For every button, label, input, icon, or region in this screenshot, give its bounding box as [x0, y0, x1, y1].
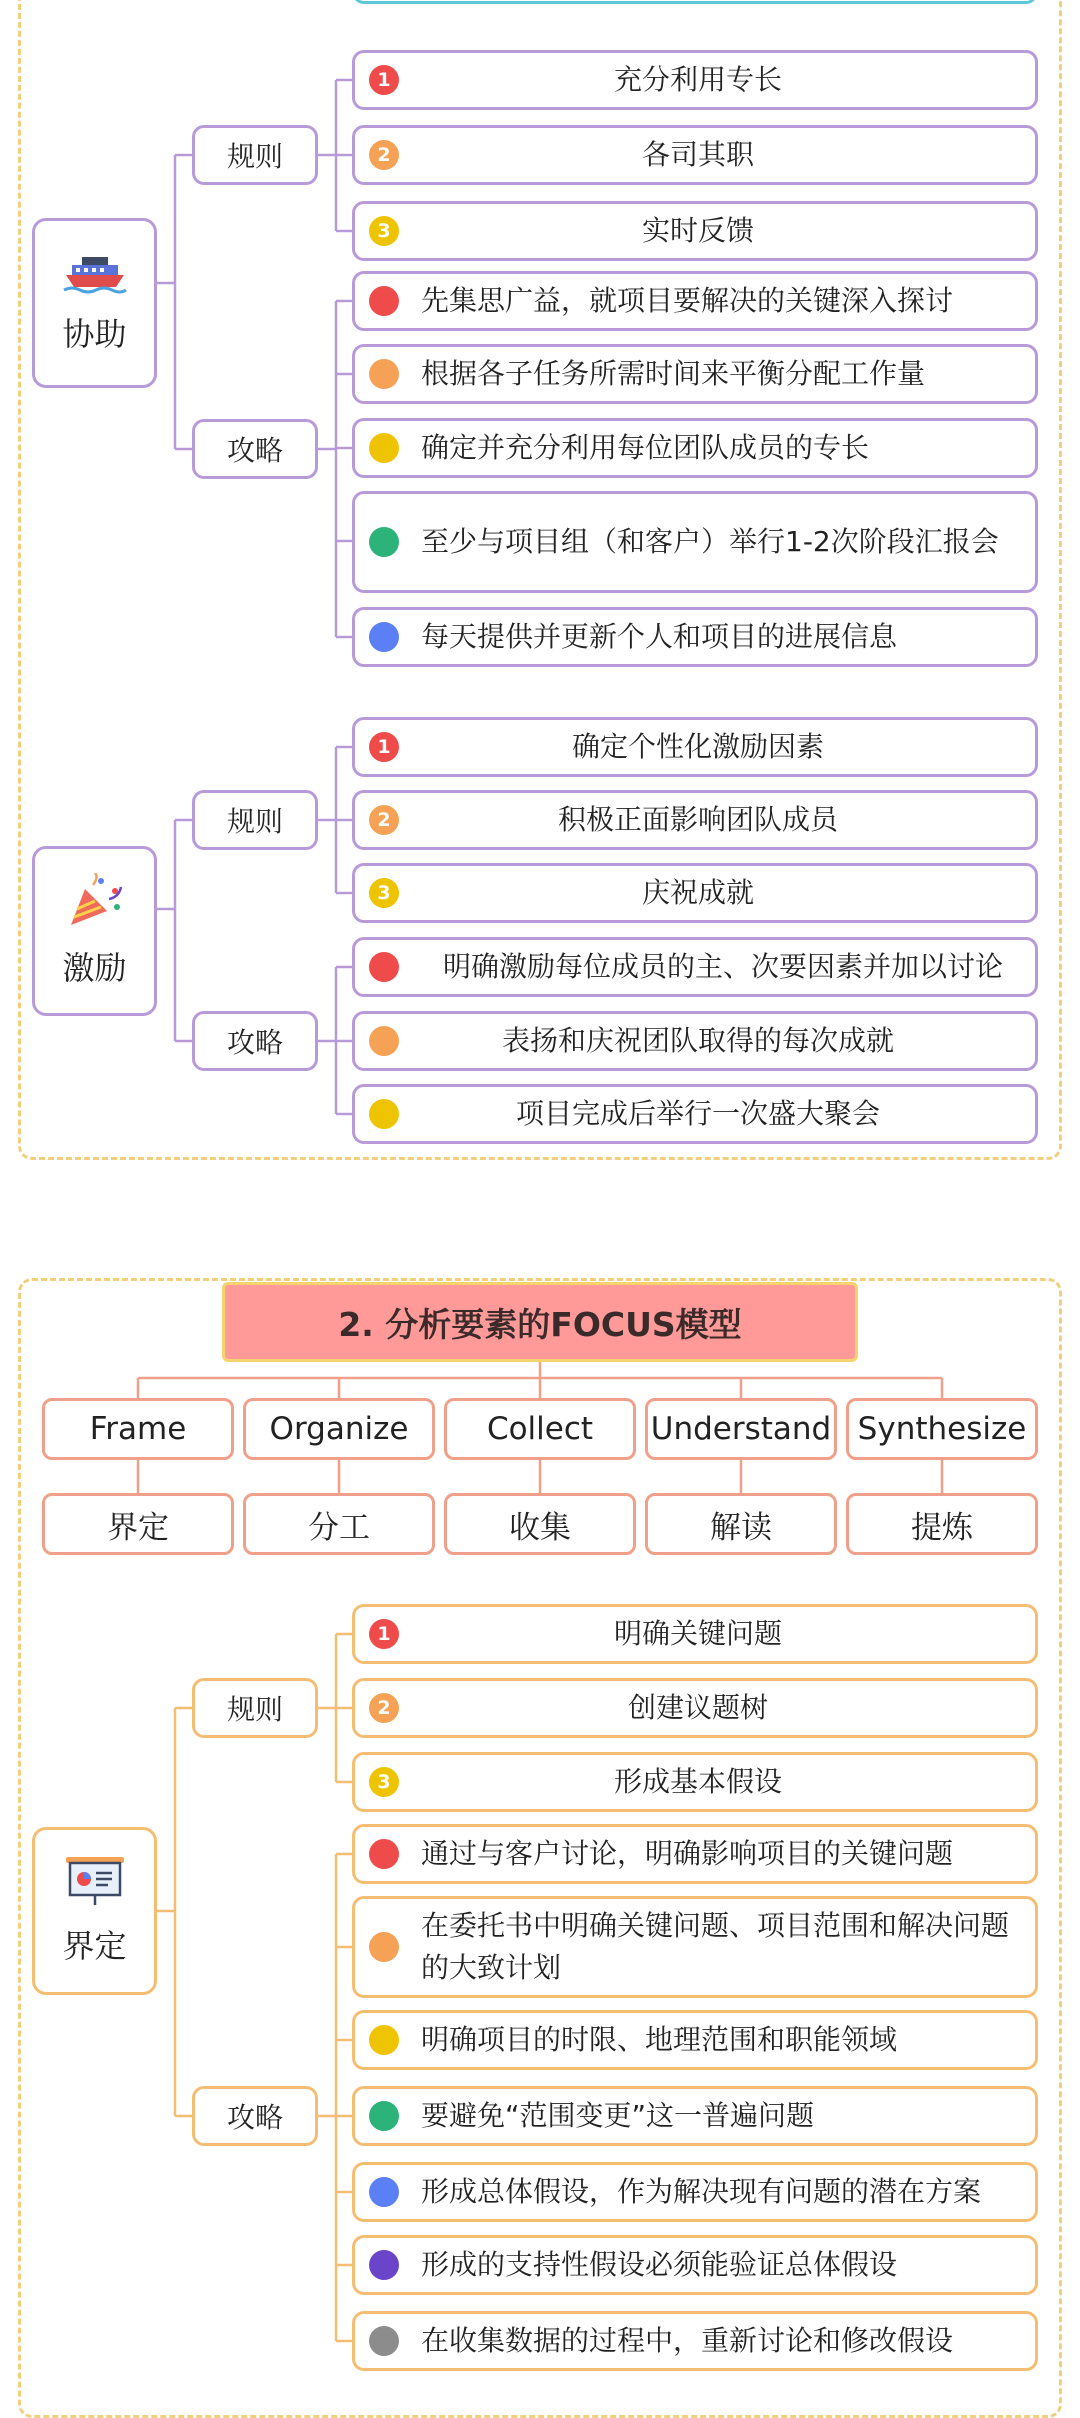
category-jieding — [32, 1827, 157, 1995]
red-dot-icon — [369, 286, 399, 316]
yellow-dot-icon — [369, 433, 399, 463]
rule-item: 1 充分利用专长 — [352, 50, 1038, 110]
focus-english-frame: Frame — [42, 1398, 234, 1460]
number-3-icon: 3 — [369, 216, 399, 246]
focus-english-synthesize: Synthesize — [846, 1398, 1038, 1460]
violet-dot-icon — [369, 2250, 399, 2280]
red-dot-icon — [369, 952, 399, 982]
focus-title: 2. 分析要素的FOCUS模型 — [222, 1282, 858, 1362]
orange-dot-icon — [369, 359, 399, 389]
branch-tactics: 攻略 — [192, 2086, 318, 2146]
branch-rules: 规则 — [192, 1678, 318, 1738]
tactic-item: 确定并充分利用每位团队成员的专长 — [352, 418, 1038, 478]
tactic-item: 通过与客户讨论，明确影响项目的关键问题 — [352, 1824, 1038, 1884]
orange-dot-icon — [369, 1932, 399, 1962]
tactic-item: 在委托书中明确关键问题、项目范围和解决问题的大致计划 — [352, 1896, 1038, 1998]
tactic-item: 明确激励每位成员的主、次要因素并加以讨论 — [352, 937, 1038, 997]
blue-dot-icon — [369, 622, 399, 652]
tactic-item: 在收集数据的过程中，重新讨论和修改假设 — [352, 2311, 1038, 2371]
branch-rules: 规则 — [192, 790, 318, 850]
tactic-item: 明确项目的时限、地理范围和职能领域 — [352, 2010, 1038, 2070]
rule-item: 3 庆祝成就 — [352, 863, 1038, 923]
party-popper-icon — [65, 873, 125, 929]
number-1-icon: 1 — [369, 65, 399, 95]
rule-item: 1 确定个性化激励因素 — [352, 717, 1038, 777]
branch-tactics: 攻略 — [192, 419, 318, 479]
tactic-item: 表扬和庆祝团队取得的每次成就 — [352, 1011, 1038, 1071]
yellow-dot-icon — [369, 1099, 399, 1129]
tactic-item: 要避免“范围变更”这一普遍问题 — [352, 2086, 1038, 2146]
branch-rules: 规则 — [192, 125, 318, 185]
number-1-icon: 1 — [369, 732, 399, 762]
cruise-ship-icon — [62, 251, 128, 295]
tactic-item: 形成的支持性假设必须能验证总体假设 — [352, 2235, 1038, 2295]
category-label: 界定 — [62, 1927, 127, 1965]
category-label: 激励 — [62, 949, 127, 987]
focus-chinese-shouji: 收集 — [444, 1493, 636, 1555]
focus-english-organize: Organize — [243, 1398, 435, 1460]
blue-dot-icon — [369, 2177, 399, 2207]
gray-dot-icon — [369, 2326, 399, 2356]
category-xiezhu — [32, 218, 157, 388]
rule-item: 2 创建议题树 — [352, 1678, 1038, 1738]
green-dot-icon — [369, 2101, 399, 2131]
tactic-item: 根据各子任务所需时间来平衡分配工作量 — [352, 344, 1038, 404]
category-jili — [32, 846, 157, 1016]
number-1-icon: 1 — [369, 1619, 399, 1649]
rule-item: 2 积极正面影响团队成员 — [352, 790, 1038, 850]
focus-chinese-jiedu: 解读 — [645, 1493, 837, 1555]
category-label: 协助 — [62, 315, 127, 353]
tactic-item: 每天提供并更新个人和项目的进展信息 — [352, 607, 1038, 667]
presentation-board-icon — [64, 1855, 126, 1907]
yellow-dot-icon — [369, 2025, 399, 2055]
tactic-item: 项目完成后举行一次盛大聚会 — [352, 1084, 1038, 1144]
tactic-item: 至少与项目组（和客户）举行1-2次阶段汇报会 — [352, 491, 1038, 593]
tactic-item: 先集思广益，就项目要解决的关键深入探讨 — [352, 271, 1038, 331]
tactic-item: 形成总体假设，作为解决现有问题的潜在方案 — [352, 2162, 1038, 2222]
number-3-icon: 3 — [369, 1767, 399, 1797]
rule-item: 3 实时反馈 — [352, 201, 1038, 261]
rule-item: 1 明确关键问题 — [352, 1604, 1038, 1664]
branch-tactics: 攻略 — [192, 1011, 318, 1071]
rule-item: 2 各司其职 — [352, 125, 1038, 185]
focus-chinese-jieding: 界定 — [42, 1493, 234, 1555]
focus-chinese-tilian: 提炼 — [846, 1493, 1038, 1555]
green-dot-icon — [369, 527, 399, 557]
orange-dot-icon — [369, 1026, 399, 1056]
focus-english-understand: Understand — [645, 1398, 837, 1460]
number-3-icon: 3 — [369, 878, 399, 908]
rule-item: 3 形成基本假设 — [352, 1752, 1038, 1812]
number-2-icon: 2 — [369, 140, 399, 170]
number-2-icon: 2 — [369, 1693, 399, 1723]
red-dot-icon — [369, 1839, 399, 1869]
number-2-icon: 2 — [369, 805, 399, 835]
focus-chinese-fengong: 分工 — [243, 1493, 435, 1555]
focus-english-collect: Collect — [444, 1398, 636, 1460]
